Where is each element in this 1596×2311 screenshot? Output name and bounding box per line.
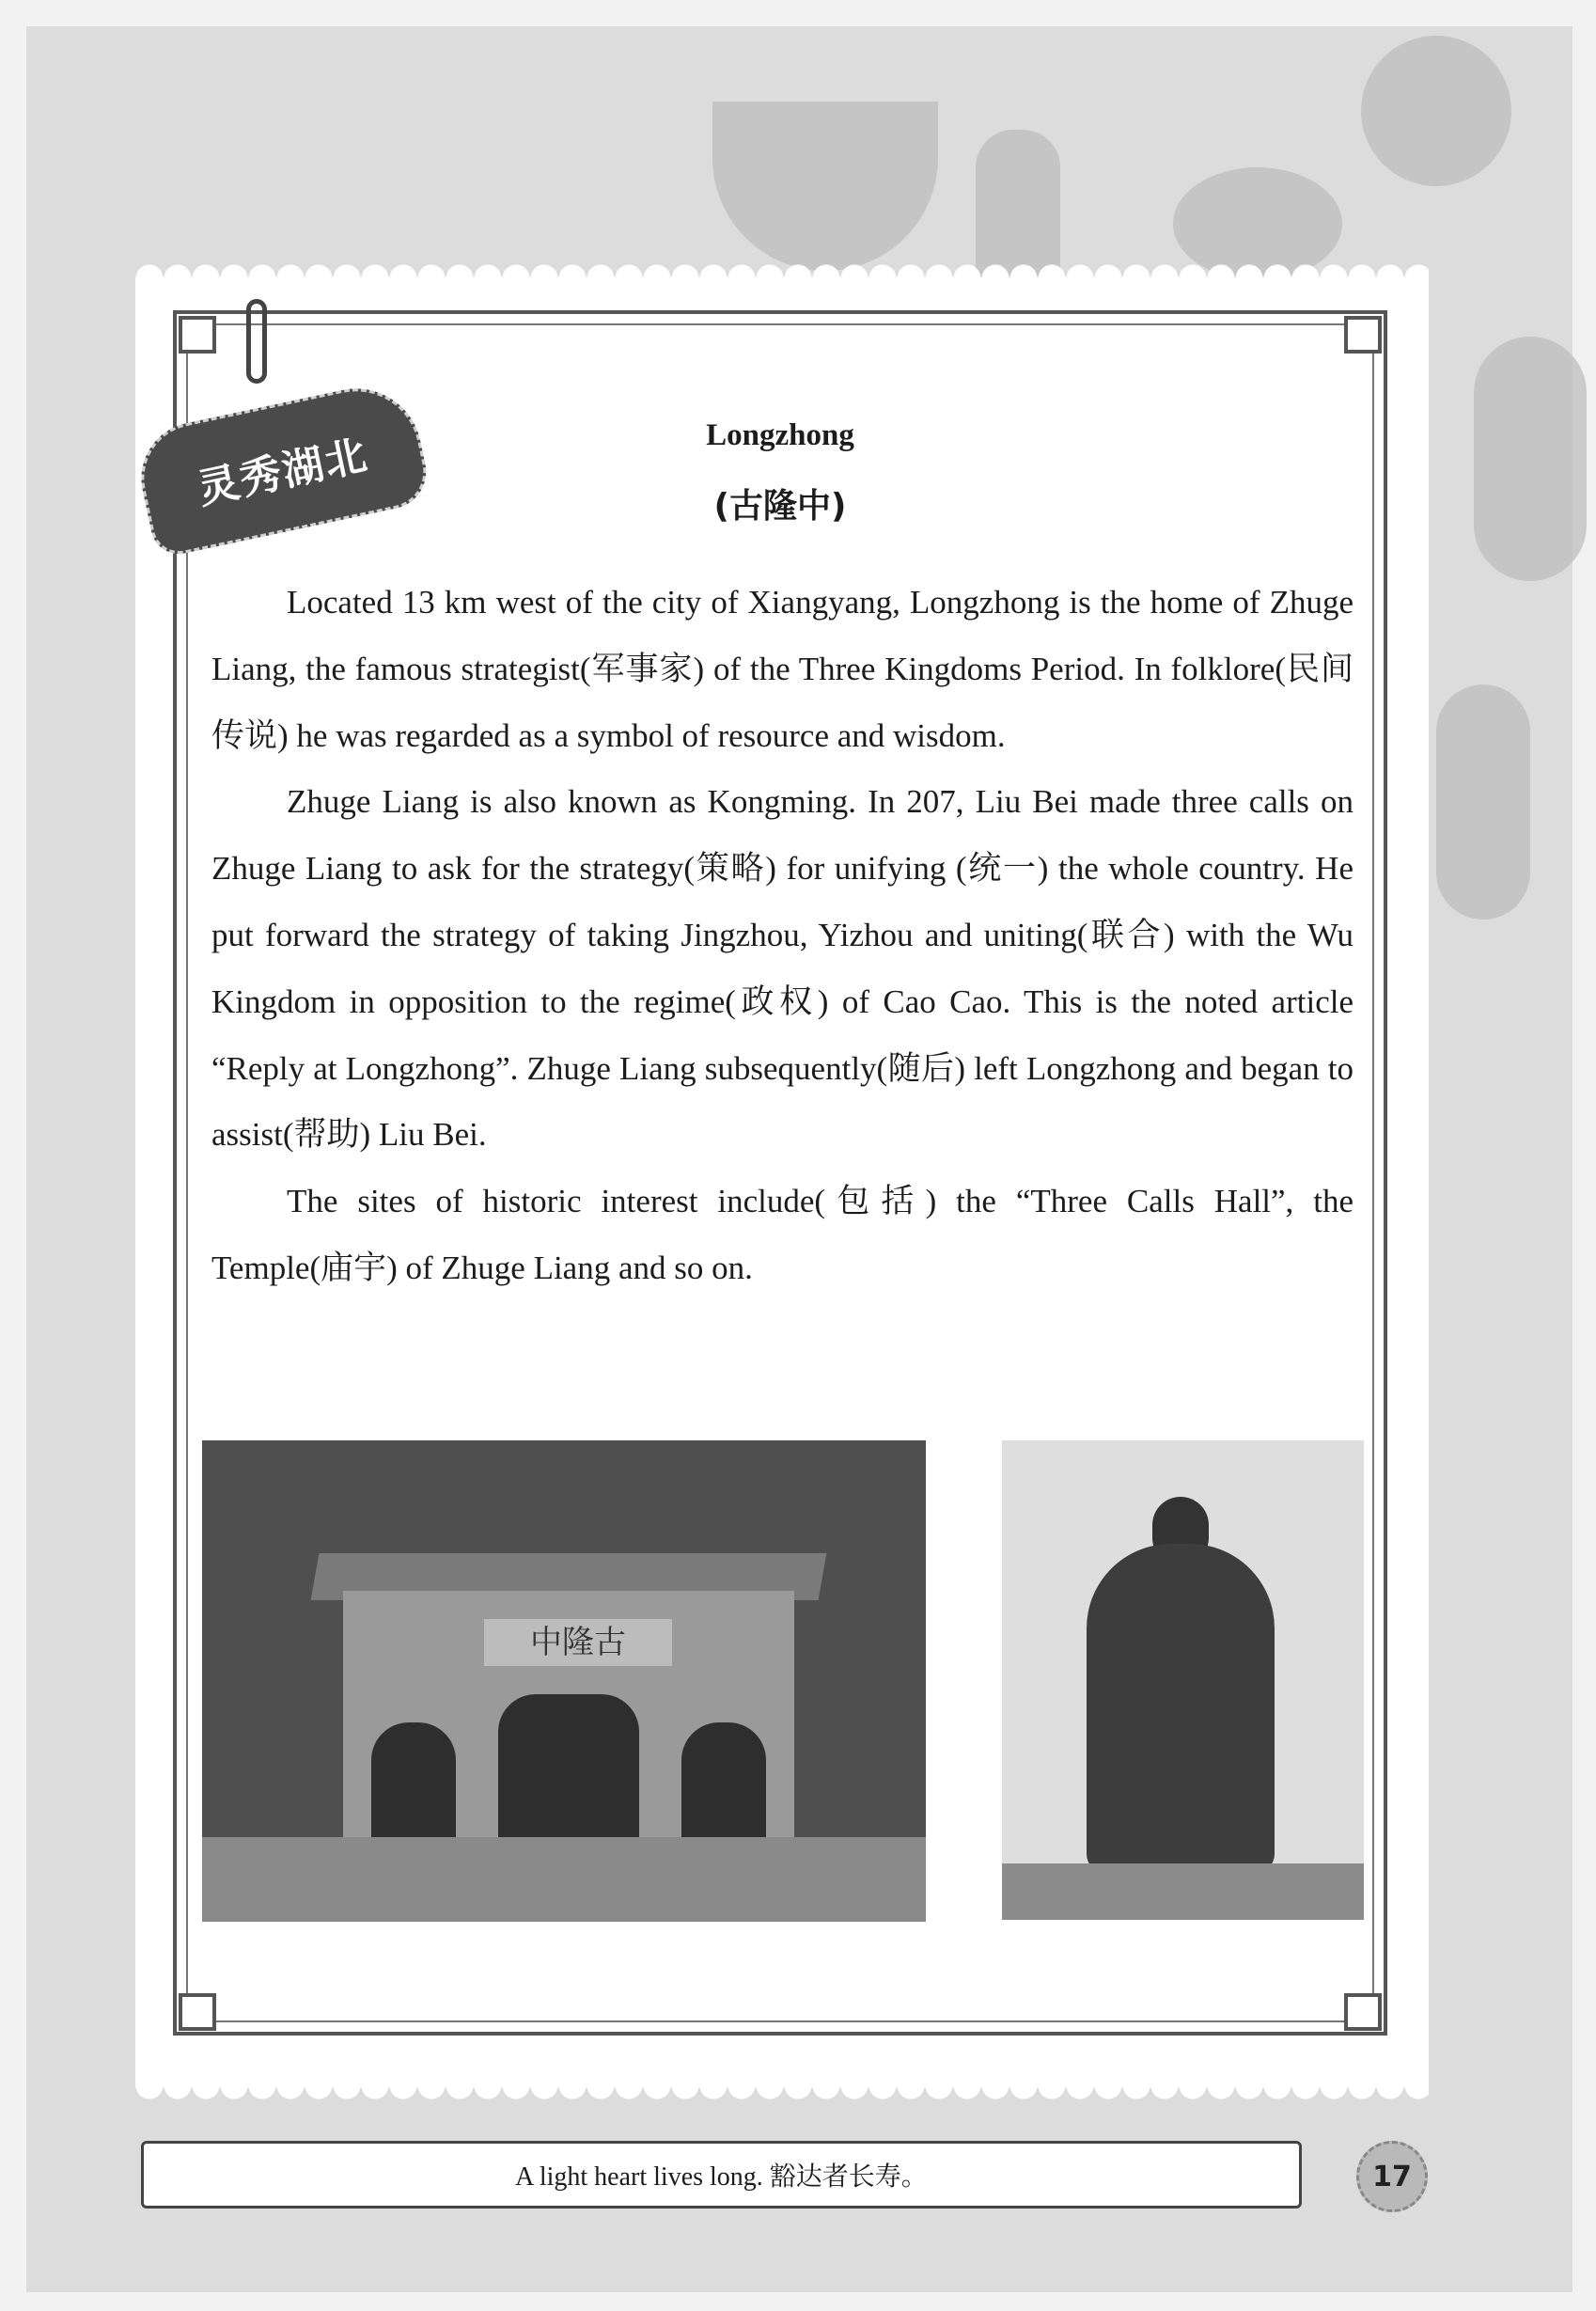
frame-corner	[179, 1993, 216, 2031]
page-title: Longzhong	[706, 418, 854, 452]
section-tag-label: 灵秀湖北	[193, 430, 373, 513]
statue-base	[1002, 1863, 1364, 1920]
photo-zhuge-liang-statue	[1002, 1440, 1364, 1920]
frame-corner	[1344, 1993, 1382, 2031]
paperclip-icon	[246, 299, 267, 384]
decor-circle	[1361, 36, 1511, 186]
frame-corner	[179, 316, 216, 354]
decor-circle	[1474, 337, 1587, 581]
card-scallop-bottom	[135, 2085, 1429, 2114]
paragraph: Located 13 km west of the city of Xiangyang, Longzhong is the home of Zhuge Liang, the famous strategist(军事家) of the Three Kingdoms Period. In folklore(民间传说) he was regarded as a symbol of resource and wisdom.	[211, 584, 1353, 754]
card-scallop-top	[135, 250, 1429, 278]
footer-text: A light heart lives long. 豁达者长寿。	[515, 2162, 928, 2192]
decor-circle	[1436, 684, 1530, 920]
photo-memorial-archway	[202, 1440, 926, 1922]
statue-body	[1087, 1544, 1275, 1873]
article-body	[211, 570, 1353, 1302]
footer-banner	[141, 2141, 1302, 2209]
page-number: 17	[1356, 2141, 1428, 2212]
frame-corner	[1344, 316, 1382, 354]
ground	[202, 1837, 926, 1922]
paragraph: Zhuge Liang is also known as Kongming. In 207, Liu Bei made three calls on Zhuge Liang to ask for the strategy(策略) for unifying (统一) the whole country. He put forward the strategy of taking Jingzhou, Yizhou and uniting(联合) with the Wu Kingdom in opposition to the regime(政权) of Cao Cao. This is the noted article “Reply at Longzhong”. Zhuge Liang subsequently(随后) left Longzhong and began to assist(帮助) Liu Bei.	[211, 783, 1353, 1154]
archway-sign: 中隆古	[484, 1619, 672, 1666]
page-subtitle: (古隆中)	[713, 487, 847, 526]
paragraph: The sites of historic interest include(包括) the “Three Calls Hall”, the Temple(庙宇) of Zhuge Liang and so on.	[211, 1183, 1353, 1286]
decor-circle	[712, 102, 938, 271]
